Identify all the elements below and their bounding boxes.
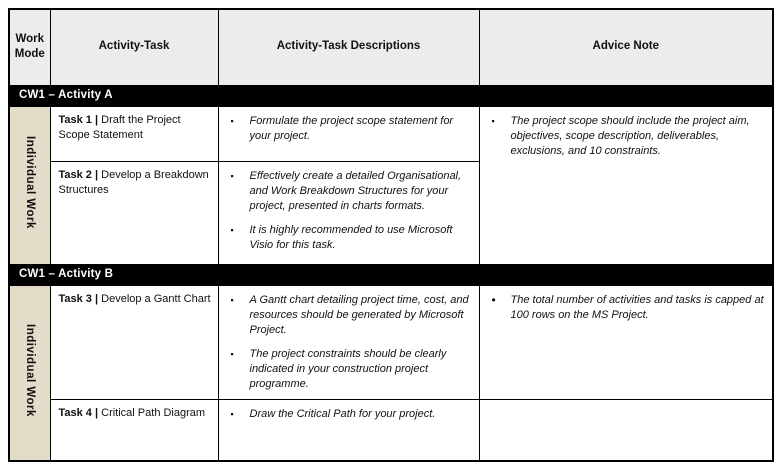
list-item [229,223,471,253]
activity-task-descriptions-header-cell: Activity-Task Descriptions [218,9,479,85]
square-bullet-icon: ▪ [230,224,234,235]
advice-cell-empty [479,399,773,461]
section-banner-activity-a [9,85,773,106]
description-text: The project constraints should be clearly indicated in your construction project programme. [249,347,447,390]
description-cell [218,106,479,161]
work-mode-cell [9,106,50,264]
description-cell [218,285,479,399]
square-bullet-icon: ▪ [230,348,234,359]
advice-text: The total number of activities and tasks is capped at 100 rows on the MS Project. [510,293,764,321]
activity-task-header-cell: Activity-Task [50,9,218,85]
list-item [490,293,765,323]
list-item [229,293,471,338]
task-row [9,285,773,399]
coursework-table [8,8,774,462]
list-item [229,169,471,214]
task-label: Task 4 | [58,406,99,419]
description-text: A Gantt chart detailing project time, cost, and resources should be generated by Microsoft Project. [249,293,469,336]
description-text: It is highly recommended to use Microsoft Visio for this task. [249,223,453,251]
table-header-row [9,9,773,85]
advice-text: The project scope should include the project aim, objectives, scope description, deliverables, exclusions, and 10 constraints. [510,114,750,157]
description-text: Effectively create a detailed Organisational, and Work Breakdown Structures for your project, presented in charts formats. [249,169,462,212]
task-row [9,399,773,461]
work-mode-label: Individual Work [23,323,36,417]
task-label: Task 2 | [58,168,99,181]
description-text: Formulate the project scope statement for your project. [249,114,454,142]
list-item [490,114,765,159]
work-mode-cell [9,285,50,461]
task-title: Critical Path Diagram [98,406,206,419]
list-item [229,114,471,144]
task-cell [50,285,218,399]
task-row [9,106,773,161]
task-title: Draft the Project Scope Statement [58,113,181,141]
task-cell [50,161,218,264]
list-item [229,347,471,392]
description-cell [218,161,479,264]
square-bullet-icon: ▪ [230,170,234,181]
section-banner-activity-b [9,264,773,285]
square-bullet-icon: ▪ [491,115,495,126]
square-bullet-icon: ▪ [230,294,234,305]
square-bullet-icon: ▪ [230,115,234,126]
advice-cell [479,285,773,399]
section-banner-label: CW1 – Activity B [9,264,773,285]
description-cell [218,399,479,461]
task-cell [50,106,218,161]
task-title: Develop a Gantt Chart [98,292,211,305]
advice-note-header-cell: Advice Note [479,9,773,85]
task-cell [50,399,218,461]
task-label: Task 1 | [58,113,99,126]
description-text: Draw the Critical Path for your project. [249,407,436,420]
task-title: Develop a Breakdown Structures [58,168,209,196]
section-banner-label: CW1 – Activity A [9,85,773,106]
list-item [229,407,471,422]
work-mode-label: Individual Work [23,136,36,229]
work-mode-header-cell: Work Mode [9,9,50,85]
task-label: Task 3 | [58,292,99,305]
advice-cell [479,106,773,264]
square-bullet-icon: ▪ [230,408,234,419]
round-bullet-icon: • [491,292,496,307]
